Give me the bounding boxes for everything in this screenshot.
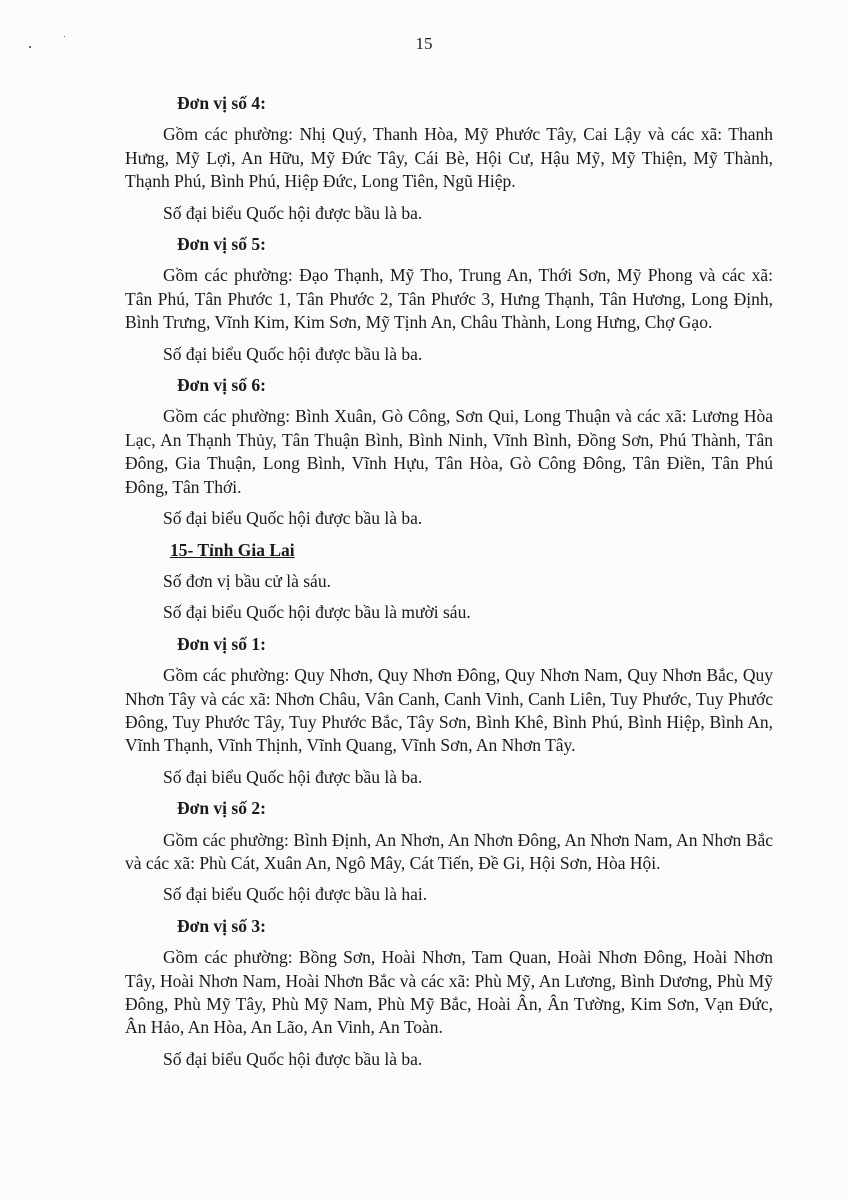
province-unit-count: Số đơn vị bầu cử là sáu.: [163, 570, 331, 591]
unit-heading: Đơn vị số 4:: [177, 93, 266, 113]
unit-wards: Gồm các phường: Bình Định, An Nhơn, An Nhơn Đông, An Nhơn Nam, An Nhơn Bắc và các xã: Phù Cát, Xuân An, Ngô Mây, Cát Tiến, Đề Gi, Hội Sơn, Hòa Hội.: [125, 829, 773, 873]
unit-heading: Đơn vị số 3:: [177, 915, 266, 936]
electoral-unit-6: [125, 374, 773, 530]
unit-heading: Đơn vị số 2:: [177, 798, 266, 819]
province-delegate-count: Số đại biểu Quốc hội được bầu là mười sáu.: [163, 602, 471, 623]
gia-lai-unit-2: [125, 797, 773, 907]
unit-delegates: Số đại biểu Quốc hội được bầu là ba.: [163, 343, 423, 364]
unit-wards: Gồm các phường: Đạo Thạnh, Mỹ Tho, Trung An, Thới Sơn, Mỹ Phong và các xã: Tân Phú, Tân Phước 1, Tân Phước 2, Tân Phước 3, Hưng Thạnh, Tân Hương, Long Định, Bình Trưng, Vĩnh Kim, Kim Sơn, Mỹ Tịnh An, Châu Thành, Long Hưng, Chợ Gạo.: [125, 265, 773, 333]
unit-delegates: Số đại biểu Quốc hội được bầu là ba.: [163, 508, 423, 529]
unit-delegates: Số đại biểu Quốc hội được bầu là hai.: [163, 884, 428, 905]
unit-delegates: Số đại biểu Quốc hội được bầu là ba.: [163, 202, 423, 223]
unit-wards: Gồm các phường: Quy Nhơn, Quy Nhơn Đông, Quy Nhơn Nam, Quy Nhơn Bắc, Quy Nhơn Tây và các xã: Nhơn Châu, Vân Canh, Canh Vinh, Canh Liên, Tuy Phước, Tuy Phước Đông, Tuy Phước Tây, Tuy Phước Bắc, Tây Sơn, Bình Khê, Bình Phú, Bình Hiệp, Bình An, Vĩnh Thạnh, Vĩnh Thịnh, Vĩnh Quang, Vĩnh Sơn, An Nhơn Tây.: [125, 665, 773, 756]
unit-heading: Đơn vị số 5:: [177, 234, 266, 255]
gia-lai-unit-1: [125, 633, 773, 789]
electoral-unit-5: [125, 233, 773, 366]
unit-delegates: Số đại biểu Quốc hội được bầu là ba.: [163, 1048, 423, 1069]
electoral-unit-4: [125, 92, 773, 225]
unit-heading: Đơn vị số 1:: [177, 633, 266, 654]
page-number: 15: [415, 34, 433, 53]
province-title: 15- Tỉnh Gia Lai: [170, 539, 295, 560]
gia-lai-unit-3: [125, 915, 773, 1071]
unit-wards: Gồm các phường: Bồng Sơn, Hoài Nhơn, Tam Quan, Hoài Nhơn Đông, Hoài Nhơn Tây, Hoài Nhơn Nam, Hoài Nhơn Bắc và các xã: Phù Mỹ, An Lương, Bình Dương, Phù Mỹ Đông, Phù Mỹ Tây, Phù Mỹ Nam, Phù Mỹ Bắc, Hoài Ân, Ân Tường, Kim Sơn, Vạn Đức, Ân Hảo, An Hòa, An Lão, An Vinh, An Toàn.: [125, 947, 773, 1038]
unit-delegates: Số đại biểu Quốc hội được bầu là ba.: [163, 766, 423, 787]
unit-heading: Đơn vị số 6:: [177, 375, 266, 396]
province-gia-lai: [125, 539, 773, 625]
document-body: [125, 92, 773, 1079]
unit-wards: Gồm các phường: Nhị Quý, Thanh Hòa, Mỹ Phước Tây, Cai Lậy và các xã: Thanh Hưng, Mỹ Lợi, An Hữu, Mỹ Đức Tây, Cái Bè, Hội Cư, Hậu Mỹ, Mỹ Thiện, Mỹ Thành, Thạnh Phú, Bình Phú, Hiệp Đức, Long Tiên, Ngũ Hiệp.: [125, 124, 773, 192]
unit-wards: Gồm các phường: Bình Xuân, Gò Công, Sơn Qui, Long Thuận và các xã: Lương Hòa Lạc, An Thạnh Thủy, Tân Thuận Bình, Bình Ninh, Vĩnh Bình, Đồng Sơn, Phú Thành, Tân Đông, Gia Thuận, Long Bình, Vĩnh Hựu, Tân Hòa, Gò Công Đông, Tân Điền, Tân Phú Đông, Tân Thới.: [125, 406, 773, 497]
